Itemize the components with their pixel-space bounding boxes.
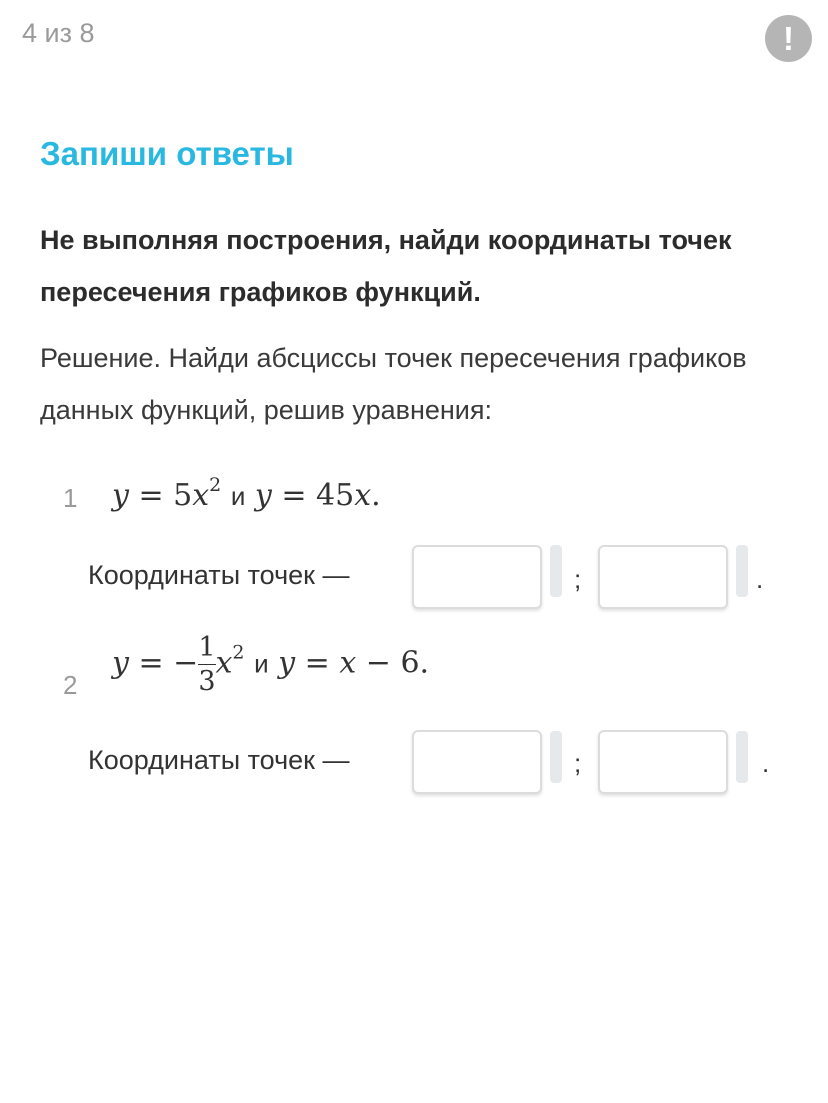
- solution-text: Решение. Найди абсциссы точек пересечения графиков данных функций, решив уравнения:: [40, 343, 747, 425]
- input-handle: [736, 731, 748, 783]
- equation-1: $y = 5x^2$ и y = 45x.: [112, 474, 381, 513]
- equation-2: y = − $\frac{1}{3}$ $x^2$ и y = x − 6.: [112, 632, 430, 697]
- task-text: Не выполняя построения, найди координаты точек пересечения графиков функций.: [40, 225, 732, 307]
- input-handle: [550, 545, 562, 597]
- answer-label: Координаты точек —: [88, 560, 350, 590]
- report-issue-button[interactable]: [765, 15, 812, 62]
- answer-input[interactable]: [412, 730, 542, 794]
- separator: ;: [574, 564, 582, 594]
- section-title: Запиши ответы: [40, 135, 294, 172]
- item-number: 1: [63, 483, 78, 513]
- answer-label: Координаты точек —: [88, 745, 350, 775]
- end-period: .: [762, 748, 770, 778]
- input-handle: [550, 731, 562, 783]
- item-number: 2: [63, 670, 78, 700]
- conjunction: и: [254, 648, 269, 679]
- answer-input[interactable]: [598, 730, 728, 794]
- answer-input[interactable]: [598, 545, 728, 609]
- answer-input[interactable]: [412, 545, 542, 609]
- exclamation-icon: !: [783, 20, 794, 57]
- end-period: .: [756, 564, 764, 594]
- question-counter: 4 из 8: [22, 18, 95, 48]
- separator: ;: [574, 748, 582, 778]
- fraction-one-third: $\frac{1}{3}$: [198, 632, 216, 697]
- input-handle: [736, 545, 748, 597]
- conjunction: и: [230, 481, 246, 511]
